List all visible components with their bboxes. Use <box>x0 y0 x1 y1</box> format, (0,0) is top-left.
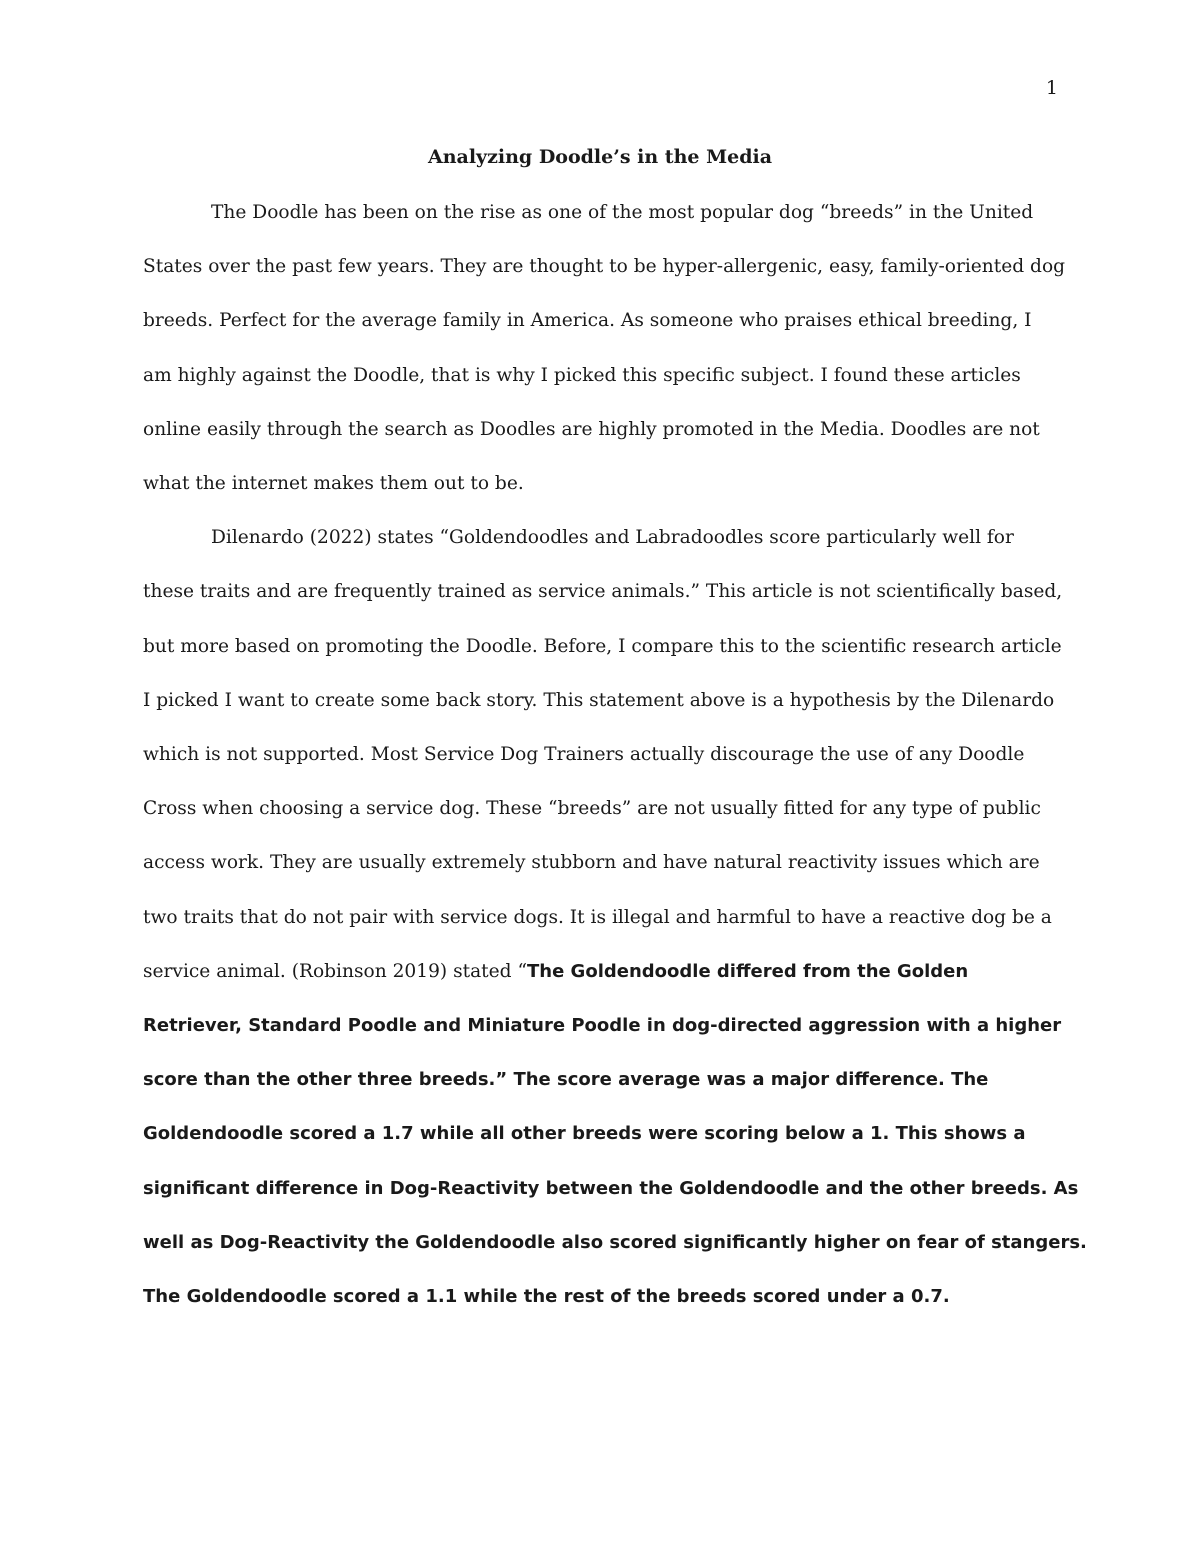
paragraph-line: The Doodle has been on the rise as one of the most popular dog “breeds” in the United <box>211 202 1034 223</box>
paragraph-line: States over the past few years. They are thought to be hyper-allergenic, easy, family-oriented dog <box>143 256 1066 278</box>
bold-line: Retriever, Standard Poodle and Miniature Poodle in dog-directed aggression with a higher <box>143 1015 1062 1037</box>
paragraph-line: online easily through the search as Doodles are highly promoted in the Media. Doodles are not <box>143 418 1040 440</box>
paragraph-line: two traits that do not pair with service dogs. It is illegal and harmful to have a reactive dog be a <box>143 906 1052 928</box>
paragraph-line: am highly against the Doodle, that is why I picked this specific subject. I found these articles <box>143 364 1021 386</box>
bold-line: The Goldendoodle scored a 1.1 while the rest of the breeds scored under a 0.7. <box>143 1286 950 1308</box>
plain-text: service animal. (Robinson 2019) stated “ <box>143 960 527 982</box>
bold-line: significant difference in Dog-Reactivity between the Goldendoodle and the other breeds. As <box>143 1177 1079 1199</box>
paragraph-line: Dilenardo (2022) states “Goldendoodles and Labradoodles score particularly well for <box>211 527 1014 549</box>
paragraph-1 <box>143 186 1066 511</box>
document-body <box>143 186 1087 1324</box>
paragraph-line: but more based on promoting the Doodle. Before, I compare this to the scientific research article <box>143 635 1062 657</box>
paragraph-line: Cross when choosing a service dog. These “breeds” are not usually fitted for any type of public <box>143 798 1041 820</box>
page-number: 1 <box>1045 77 1058 99</box>
paragraph-2 <box>143 511 1087 1324</box>
document-title: Analyzing Doodle’s in the Media <box>427 146 773 168</box>
paragraph-line: which is not supported. Most Service Dog Trainers actually discourage the use of any Doodle <box>143 744 1025 766</box>
paragraph-line: these traits and are frequently trained as service animals.” This article is not scientifically based, <box>143 581 1063 603</box>
bold-line: well as Dog-Reactivity the Goldendoodle also scored significantly higher on fear of stangers. <box>143 1231 1087 1253</box>
paragraph-line: breeds. Perfect for the average family in America. As someone who praises ethical breeding, I <box>143 310 1032 332</box>
paragraph-line: what the internet makes them out to be. <box>143 473 524 495</box>
paragraph-line-mixed <box>143 945 1058 999</box>
bold-line: score than the other three breeds.” The score average was a major difference. The <box>143 1069 989 1091</box>
paragraph-line: access work. They are usually extremely stubborn and have natural reactivity issues which are <box>143 852 1040 874</box>
bold-quote-text: The Goldendoodle differed from the Golden <box>526 960 969 982</box>
paragraph-line: I picked I want to create some back story. This statement above is a hypothesis by the Dilenardo <box>143 689 1055 711</box>
bold-line: Goldendoodle scored a 1.7 while all other breeds were scoring below a 1. This shows a <box>143 1123 1026 1145</box>
